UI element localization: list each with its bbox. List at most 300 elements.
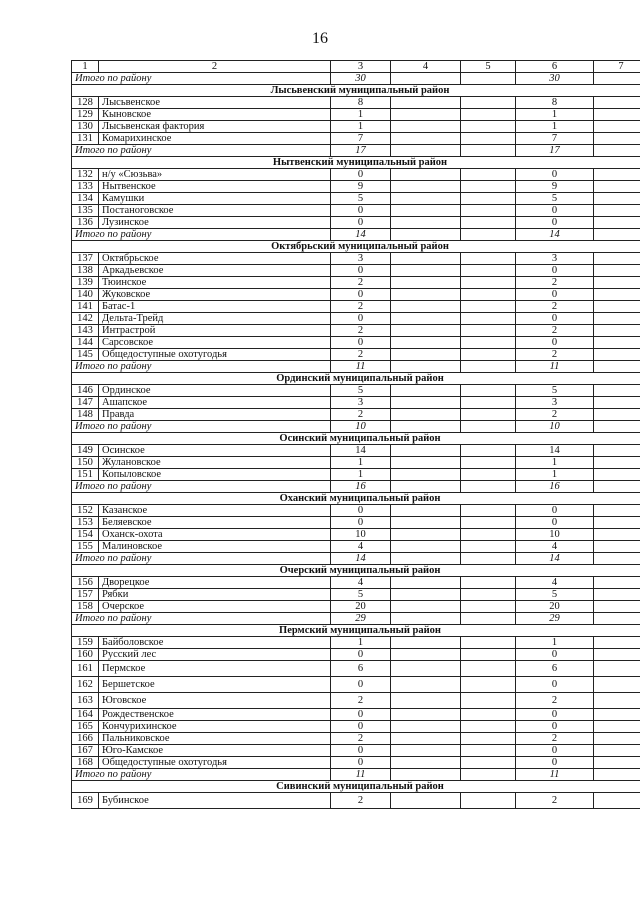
empty-cell	[461, 301, 516, 313]
empty-cell	[594, 769, 640, 781]
empty-cell	[594, 649, 640, 661]
empty-cell	[391, 253, 461, 265]
table-row	[72, 529, 640, 541]
empty-cell	[391, 469, 461, 481]
col6-value: 1	[516, 109, 594, 121]
row-number: 157	[72, 589, 99, 601]
empty-cell	[391, 133, 461, 145]
column-header: 4	[391, 61, 461, 73]
col3-value: 1	[331, 109, 391, 121]
empty-cell	[594, 589, 640, 601]
col3-value: 1	[331, 469, 391, 481]
empty-cell	[594, 193, 640, 205]
col3-value: 5	[331, 385, 391, 397]
hunting-ground-name: Нытвенское	[99, 181, 331, 193]
col3-value: 4	[331, 577, 391, 589]
hunting-ground-name: Пермское	[99, 661, 331, 677]
table-row	[72, 601, 640, 613]
empty-cell	[461, 481, 516, 493]
empty-cell	[594, 457, 640, 469]
row-number: 165	[72, 721, 99, 733]
table-row	[72, 677, 640, 693]
empty-cell	[391, 73, 461, 85]
table-row	[72, 693, 640, 709]
empty-cell	[594, 109, 640, 121]
col3-value: 10	[331, 529, 391, 541]
total-col3: 14	[331, 229, 391, 241]
table-row	[72, 337, 640, 349]
empty-cell	[461, 325, 516, 337]
empty-cell	[594, 421, 640, 433]
empty-cell	[391, 289, 461, 301]
empty-cell	[594, 361, 640, 373]
district-header-row	[72, 781, 640, 793]
col3-value: 0	[331, 289, 391, 301]
col6-value: 0	[516, 265, 594, 277]
table-row	[72, 709, 640, 721]
empty-cell	[594, 709, 640, 721]
hunting-ground-name: Казанское	[99, 505, 331, 517]
total-col3: 17	[331, 145, 391, 157]
row-number: 138	[72, 265, 99, 277]
hunting-ground-name: Юго-Камское	[99, 745, 331, 757]
row-number: 153	[72, 517, 99, 529]
empty-cell	[594, 205, 640, 217]
col6-value: 2	[516, 693, 594, 709]
empty-cell	[594, 469, 640, 481]
hunting-ground-name: Малиновское	[99, 541, 331, 553]
empty-cell	[594, 121, 640, 133]
hunting-ground-name: Рождественское	[99, 709, 331, 721]
total-row	[72, 613, 640, 625]
col6-value: 2	[516, 349, 594, 361]
empty-cell	[461, 637, 516, 649]
table-row	[72, 265, 640, 277]
empty-cell	[391, 721, 461, 733]
col6-value: 5	[516, 193, 594, 205]
col3-value: 1	[331, 121, 391, 133]
row-number: 128	[72, 97, 99, 109]
empty-cell	[461, 601, 516, 613]
table-row	[72, 169, 640, 181]
row-number: 129	[72, 109, 99, 121]
row-number: 152	[72, 505, 99, 517]
table-row	[72, 577, 640, 589]
empty-cell	[594, 481, 640, 493]
table-row	[72, 181, 640, 193]
empty-cell	[391, 109, 461, 121]
empty-cell	[391, 577, 461, 589]
hunting-ground-name: Ординское	[99, 385, 331, 397]
total-row	[72, 145, 640, 157]
col6-value: 0	[516, 205, 594, 217]
empty-cell	[461, 229, 516, 241]
empty-cell	[594, 661, 640, 677]
empty-cell	[461, 577, 516, 589]
empty-cell	[594, 397, 640, 409]
col3-value: 0	[331, 337, 391, 349]
total-label: Итого по району	[72, 73, 331, 85]
row-number: 158	[72, 601, 99, 613]
district-header-row	[72, 493, 640, 505]
empty-cell	[391, 541, 461, 553]
district-header-row	[72, 85, 640, 97]
district-title: Очерский муниципальный район	[72, 565, 640, 577]
hunting-ground-name: Общедоступные охотугодья	[99, 757, 331, 769]
col3-value: 2	[331, 793, 391, 809]
hunting-ground-name: Дворецкое	[99, 577, 331, 589]
hunting-ground-name: Бубинское	[99, 793, 331, 809]
empty-cell	[594, 349, 640, 361]
total-label: Итого по району	[72, 481, 331, 493]
empty-cell	[461, 745, 516, 757]
empty-cell	[594, 733, 640, 745]
total-label: Итого по району	[72, 229, 331, 241]
col3-value: 0	[331, 217, 391, 229]
empty-cell	[391, 337, 461, 349]
empty-cell	[461, 613, 516, 625]
hunting-ground-name: Камушки	[99, 193, 331, 205]
empty-cell	[391, 529, 461, 541]
empty-cell	[461, 409, 516, 421]
hunting-ground-name: Лузинское	[99, 217, 331, 229]
empty-cell	[391, 265, 461, 277]
table-row	[72, 205, 640, 217]
table-row	[72, 757, 640, 769]
row-number: 147	[72, 397, 99, 409]
total-row	[72, 73, 640, 85]
empty-cell	[594, 637, 640, 649]
empty-cell	[391, 181, 461, 193]
table-row	[72, 121, 640, 133]
total-label: Итого по району	[72, 361, 331, 373]
total-row	[72, 229, 640, 241]
col3-value: 0	[331, 265, 391, 277]
row-number: 166	[72, 733, 99, 745]
district-title: Оханский муниципальный район	[72, 493, 640, 505]
hunting-ground-name: Пальниковское	[99, 733, 331, 745]
empty-cell	[594, 577, 640, 589]
table-row	[72, 289, 640, 301]
empty-cell	[461, 693, 516, 709]
empty-cell	[461, 721, 516, 733]
hunting-ground-name: Копыловское	[99, 469, 331, 481]
hunting-ground-name: Постаноговское	[99, 205, 331, 217]
col6-value: 0	[516, 745, 594, 757]
empty-cell	[594, 133, 640, 145]
col3-value: 14	[331, 445, 391, 457]
row-number: 135	[72, 205, 99, 217]
col6-value: 4	[516, 541, 594, 553]
empty-cell	[461, 169, 516, 181]
empty-cell	[594, 229, 640, 241]
row-number: 159	[72, 637, 99, 649]
table-row	[72, 325, 640, 337]
hunting-ground-name: Русский лес	[99, 649, 331, 661]
col6-value: 2	[516, 733, 594, 745]
hunting-ground-name: Байболовское	[99, 637, 331, 649]
empty-cell	[461, 265, 516, 277]
col3-value: 1	[331, 457, 391, 469]
empty-cell	[391, 589, 461, 601]
empty-cell	[391, 677, 461, 693]
total-row	[72, 553, 640, 565]
col6-value: 2	[516, 301, 594, 313]
hunting-ground-name: Комарихинское	[99, 133, 331, 145]
hunting-grounds-table	[71, 60, 640, 809]
hunting-ground-name: Общедоступные охотугодья	[99, 349, 331, 361]
total-label: Итого по району	[72, 613, 331, 625]
col3-value: 20	[331, 601, 391, 613]
empty-cell	[594, 181, 640, 193]
col3-value: 5	[331, 589, 391, 601]
empty-cell	[391, 793, 461, 809]
empty-cell	[391, 769, 461, 781]
hunting-ground-name: Оханск-охота	[99, 529, 331, 541]
empty-cell	[461, 313, 516, 325]
column-header: 6	[516, 61, 594, 73]
col3-value: 2	[331, 325, 391, 337]
district-title: Октябрьский муниципальный район	[72, 241, 640, 253]
table-row	[72, 517, 640, 529]
row-number: 139	[72, 277, 99, 289]
empty-cell	[391, 205, 461, 217]
total-col3: 29	[331, 613, 391, 625]
col6-value: 6	[516, 661, 594, 677]
empty-cell	[594, 385, 640, 397]
empty-cell	[391, 661, 461, 677]
col3-value: 2	[331, 277, 391, 289]
column-header: 5	[461, 61, 516, 73]
empty-cell	[391, 649, 461, 661]
col6-value: 2	[516, 277, 594, 289]
district-title: Ординский муниципальный район	[72, 373, 640, 385]
district-header-row	[72, 433, 640, 445]
empty-cell	[594, 677, 640, 693]
col6-value: 1	[516, 469, 594, 481]
col3-value: 0	[331, 649, 391, 661]
empty-cell	[391, 745, 461, 757]
empty-cell	[594, 325, 640, 337]
row-number: 134	[72, 193, 99, 205]
col3-value: 0	[331, 757, 391, 769]
empty-cell	[391, 613, 461, 625]
col6-value: 5	[516, 385, 594, 397]
col3-value: 2	[331, 301, 391, 313]
empty-cell	[461, 121, 516, 133]
row-number: 160	[72, 649, 99, 661]
hunting-ground-name: Октябрьское	[99, 253, 331, 265]
total-col6: 29	[516, 613, 594, 625]
total-col6: 10	[516, 421, 594, 433]
table-row	[72, 133, 640, 145]
empty-cell	[391, 397, 461, 409]
empty-cell	[391, 693, 461, 709]
col3-value: 2	[331, 349, 391, 361]
empty-cell	[391, 97, 461, 109]
col3-value: 0	[331, 169, 391, 181]
empty-cell	[391, 361, 461, 373]
col6-value: 0	[516, 721, 594, 733]
empty-cell	[391, 229, 461, 241]
table-row	[72, 217, 640, 229]
total-label: Итого по району	[72, 769, 331, 781]
row-number: 169	[72, 793, 99, 809]
empty-cell	[594, 169, 640, 181]
hunting-ground-name: Сарсовское	[99, 337, 331, 349]
empty-cell	[461, 589, 516, 601]
table-row	[72, 469, 640, 481]
total-label: Итого по району	[72, 553, 331, 565]
empty-cell	[461, 505, 516, 517]
empty-cell	[391, 169, 461, 181]
row-number: 145	[72, 349, 99, 361]
row-number: 133	[72, 181, 99, 193]
empty-cell	[391, 409, 461, 421]
col3-value: 8	[331, 97, 391, 109]
district-header-row	[72, 241, 640, 253]
table-row	[72, 649, 640, 661]
empty-cell	[461, 73, 516, 85]
column-header: 3	[331, 61, 391, 73]
row-number: 148	[72, 409, 99, 421]
total-label: Итого по району	[72, 145, 331, 157]
col3-value: 5	[331, 193, 391, 205]
empty-cell	[594, 529, 640, 541]
district-header-row	[72, 373, 640, 385]
empty-cell	[461, 793, 516, 809]
empty-cell	[594, 313, 640, 325]
empty-cell	[594, 757, 640, 769]
empty-cell	[391, 637, 461, 649]
table-row	[72, 541, 640, 553]
total-col6: 14	[516, 553, 594, 565]
col3-value: 0	[331, 313, 391, 325]
total-col3: 14	[331, 553, 391, 565]
table-row	[72, 589, 640, 601]
col6-value: 5	[516, 589, 594, 601]
col6-value: 7	[516, 133, 594, 145]
empty-cell	[391, 481, 461, 493]
empty-cell	[461, 205, 516, 217]
empty-cell	[461, 289, 516, 301]
empty-cell	[391, 601, 461, 613]
total-col6: 11	[516, 361, 594, 373]
empty-cell	[461, 553, 516, 565]
empty-cell	[594, 409, 640, 421]
empty-cell	[391, 313, 461, 325]
hunting-ground-name: Кончурихинское	[99, 721, 331, 733]
col6-value: 2	[516, 325, 594, 337]
empty-cell	[461, 733, 516, 745]
empty-cell	[594, 97, 640, 109]
table-row	[72, 193, 640, 205]
empty-cell	[461, 517, 516, 529]
row-number: 164	[72, 709, 99, 721]
row-number: 140	[72, 289, 99, 301]
hunting-ground-name: Батас-1	[99, 301, 331, 313]
table-row	[72, 721, 640, 733]
empty-cell	[461, 193, 516, 205]
empty-cell	[461, 421, 516, 433]
empty-cell	[461, 277, 516, 289]
hunting-ground-name: Правда	[99, 409, 331, 421]
empty-cell	[594, 793, 640, 809]
col3-value: 0	[331, 505, 391, 517]
empty-cell	[461, 445, 516, 457]
col3-value: 0	[331, 517, 391, 529]
empty-cell	[391, 757, 461, 769]
col3-value: 1	[331, 637, 391, 649]
row-number: 144	[72, 337, 99, 349]
col6-value: 20	[516, 601, 594, 613]
column-header: 7	[594, 61, 640, 73]
empty-cell	[594, 745, 640, 757]
hunting-ground-name: Аркадьевское	[99, 265, 331, 277]
total-col6: 16	[516, 481, 594, 493]
table-row	[72, 253, 640, 265]
col6-value: 1	[516, 637, 594, 649]
col3-value: 0	[331, 709, 391, 721]
empty-cell	[391, 301, 461, 313]
row-number: 149	[72, 445, 99, 457]
table-row	[72, 277, 640, 289]
total-col3: 16	[331, 481, 391, 493]
hunting-ground-name: Тюинское	[99, 277, 331, 289]
empty-cell	[594, 265, 640, 277]
col3-value: 0	[331, 205, 391, 217]
table-row	[72, 349, 640, 361]
empty-cell	[461, 469, 516, 481]
row-number: 161	[72, 661, 99, 677]
empty-cell	[594, 721, 640, 733]
col6-value: 0	[516, 757, 594, 769]
hunting-ground-name: Дельта-Трейд	[99, 313, 331, 325]
empty-cell	[461, 661, 516, 677]
hunting-ground-name: Кыновское	[99, 109, 331, 121]
hunting-ground-name: Лысьвенская фактория	[99, 121, 331, 133]
col6-value: 9	[516, 181, 594, 193]
col6-value: 2	[516, 793, 594, 809]
total-row	[72, 361, 640, 373]
empty-cell	[594, 145, 640, 157]
col6-value: 0	[516, 337, 594, 349]
table-row	[72, 97, 640, 109]
table-row	[72, 637, 640, 649]
total-col3: 11	[331, 769, 391, 781]
col3-value: 3	[331, 253, 391, 265]
total-col6: 17	[516, 145, 594, 157]
empty-cell	[391, 517, 461, 529]
page-number: 16	[312, 30, 328, 47]
table-row	[72, 313, 640, 325]
row-number: 131	[72, 133, 99, 145]
table-body	[72, 61, 640, 809]
hunting-ground-name: Лысьвенское	[99, 97, 331, 109]
empty-cell	[391, 325, 461, 337]
hunting-ground-name: н/у «Сюзьва»	[99, 169, 331, 181]
table-row	[72, 505, 640, 517]
row-number: 156	[72, 577, 99, 589]
col3-value: 0	[331, 721, 391, 733]
hunting-ground-name: Очерское	[99, 601, 331, 613]
empty-cell	[594, 337, 640, 349]
table-row	[72, 109, 640, 121]
col6-value: 0	[516, 517, 594, 529]
empty-cell	[461, 361, 516, 373]
col6-value: 2	[516, 409, 594, 421]
col3-value: 2	[331, 733, 391, 745]
